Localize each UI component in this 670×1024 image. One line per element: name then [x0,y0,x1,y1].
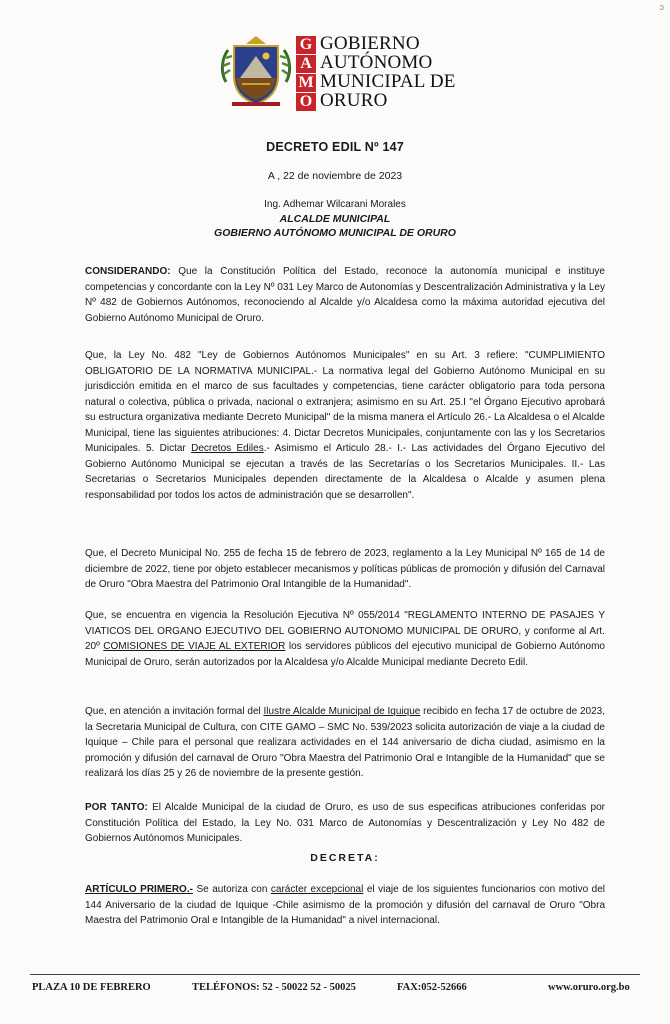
paragraph-invitacion [85,704,605,782]
logo-wordmark [320,34,456,110]
underlined-text: Ilustre Alcalde Municipal de Iquique [263,706,421,717]
underlined-text: carácter excepcional [270,884,364,895]
footer-fax: FAX:052-52666 [397,982,467,993]
paragraph-articulo-primero [85,882,605,929]
logo-line: MUNICIPAL DE [320,71,456,92]
paragraph-text: .- Asimismo el Articulo 28.- I.- Las actividades del Órgano Ejecutivo del Gobierno Autónomo Municipal se ejecutan a través de las Secretarías o los Secretarios Municipales. II.- Las Secretarias o Secretarios Municipales dependen directamente de la Alcaldesa o Alcalde y asumen plena responsabilidad por todos los actos de administración que se desarrollen". [85,443,605,501]
coat-of-arms-icon [218,34,294,114]
paragraph-text: los servidores públicos del ejecutivo municipal de Gobierno Autónomo Municipal de Oruro, serán autorizados por la Alcaldesa y/o Alcalde Municipal mediante Decreto Edil. [85,641,605,668]
decree-title: DECRETO EDIL Nº 147 [266,140,404,154]
paragraph-text: recibido en fecha 17 de octubre de 2023, la Secretaria Municipal de Cultura, con CITE GAMO – SMC No. 539/2023 solicita autorización de viaje a la ciudad de Iquique – Chile para el personal que realizara actividades en el 144 aniversario de dicha ciudad, asimismo en la promoción y difusión del carnaval de Oruro "Obra Maestra del Patrimonio Oral e Intangible de la Humanidad" que se realizará los días 25 y 26 de noviembre de la presente gestión. [85,706,605,779]
footer-divider [30,974,640,975]
footer-address: PLAZA 10 DE FEBRERO [32,982,151,993]
paragraph-text: Que, la Ley No. 482 "Ley de Gobiernos Autónomos Municipales" en su Art. 3 refiere: "CUMPLIMIENTO OBLIGATORIO DE LA NORMATIVA MUNICIPAL.- La normativa legal del Gobierno Autónomo Municipal en su jurisdicción emitida en el marco de sus facultades y competencias, tiene carácter obligatorio para toda persona natural o colectiva, pública o privada, nacional o extranjera; asimismo en su Art. 25.I "el Órgano Ejecutivo aprobará su estructura organizativa mediante Decreto Municipal" de la misma manera el Artículo 26.- La Alcaldesa o el Alcalde Municipal, tiene las siguientes atribuciones: 4. Dictar Decretos Municipales, conjuntamente con las y los Secretarios Municipales. 5. Dictar [85,350,605,454]
initial-letter: O [296,93,316,111]
paragraph-text: Que, el Decreto Municipal No. 255 de fecha 15 de febrero de 2023, reglamento a la Ley Municipal Nº 165 de 14 de diciembre de 2022, tiene por objeto establecer mecanismos y políticas públicas de promoción y difusión del Carnaval de Oruro "Obra Maestra del Patrimonio Oral Intangible de la Humanidad". [85,548,605,590]
paragraph-lead: ARTÍCULO PRIMERO.- [85,884,193,895]
logo-line: GOBIERNO [320,33,420,54]
signer-name: Ing. Adhemar Wilcarani Morales [264,199,406,210]
paragraph-lead: POR TANTO: [85,802,148,813]
paragraph-lead: CONSIDERANDO: [85,266,171,277]
paragraph-considerando [85,264,605,326]
signer-organization: GOBIERNO AUTÓNOMO MUNICIPAL DE ORURO [214,227,456,239]
logo-line: ORURO [320,90,388,111]
signer-role: ALCALDE MUNICIPAL [279,213,391,225]
underlined-text: Decretos Ediles [191,443,264,454]
decree-date: A , 22 de noviembre de 2023 [267,170,403,182]
paragraph-decreto-255 [85,546,605,593]
paragraph-text: Que, en atención a invitación formal del [85,706,264,717]
footer-website: www.oruro.org.bo [548,982,630,993]
logo-line: AUTÓNOMO [320,52,433,73]
paragraph-por-tanto [85,800,605,847]
initial-letter: A [296,55,316,73]
initials-block [296,36,318,112]
paragraph-text: El Alcalde Municipal de la ciudad de Oruro, es uso de sus especificas atribuciones conferidas por Constitución Política del Estado, la Ley No. 031 Marco de Autonomías y Descentralización y Ley No 482 de Gobiernos Autónomos Municipales. [85,802,605,844]
initial-letter: G [296,36,316,54]
paragraph-text: el viaje de los siguientes funcionarios con motivo del 144 Aniversario de la ciudad de Iquique -Chile asimismo de la promoción y difusión del carnaval de Oruro "Obra Maestra del Patrimonio Oral e Intangible de la Humanidad" a nivel internacional. [85,884,606,926]
paragraph-text: Que, se encuentra en vigencia la Resolución Ejecutiva Nº 055/2014 "REGLAMENTO INTERNO DE PASAJES Y VIATICOS DEL ORGANO EJECUTIVO DEL GOBIERNO AUTONOMO MUNICIPAL DE ORURO, y conforme al Art. 20º [85,610,605,652]
paragraph-text: Que la Constitución Política del Estado, reconoce la autonomía municipal e instituye competencias y concordante con la Ley Nº 031 Ley Marco de Autonomías y Descentralización Administrativa y la Ley Nº 482 de Gobiernos Autónomos, reconociendo al Alcalde y/o Alcaldesa como la máxima autoridad ejecutiva del Gobierno Autónomo Municipal de Oruro. [85,266,605,324]
paragraph-ley-482 [85,348,605,503]
signer-block [0,198,670,240]
corner-scribble-icon: ↄ [659,2,664,12]
footer-phones: TELÉFONOS: 52 - 50022 52 - 50025 [192,982,356,993]
paragraph-text: Se autoriza con [192,884,271,895]
underlined-text: COMISIONES DE VIAJE AL EXTERIOR [103,641,286,652]
gamo-logo [218,34,458,116]
decreta-heading: DECRETA: [310,852,380,864]
initial-letter: M [296,74,316,92]
paragraph-resolucion-055 [85,608,605,670]
